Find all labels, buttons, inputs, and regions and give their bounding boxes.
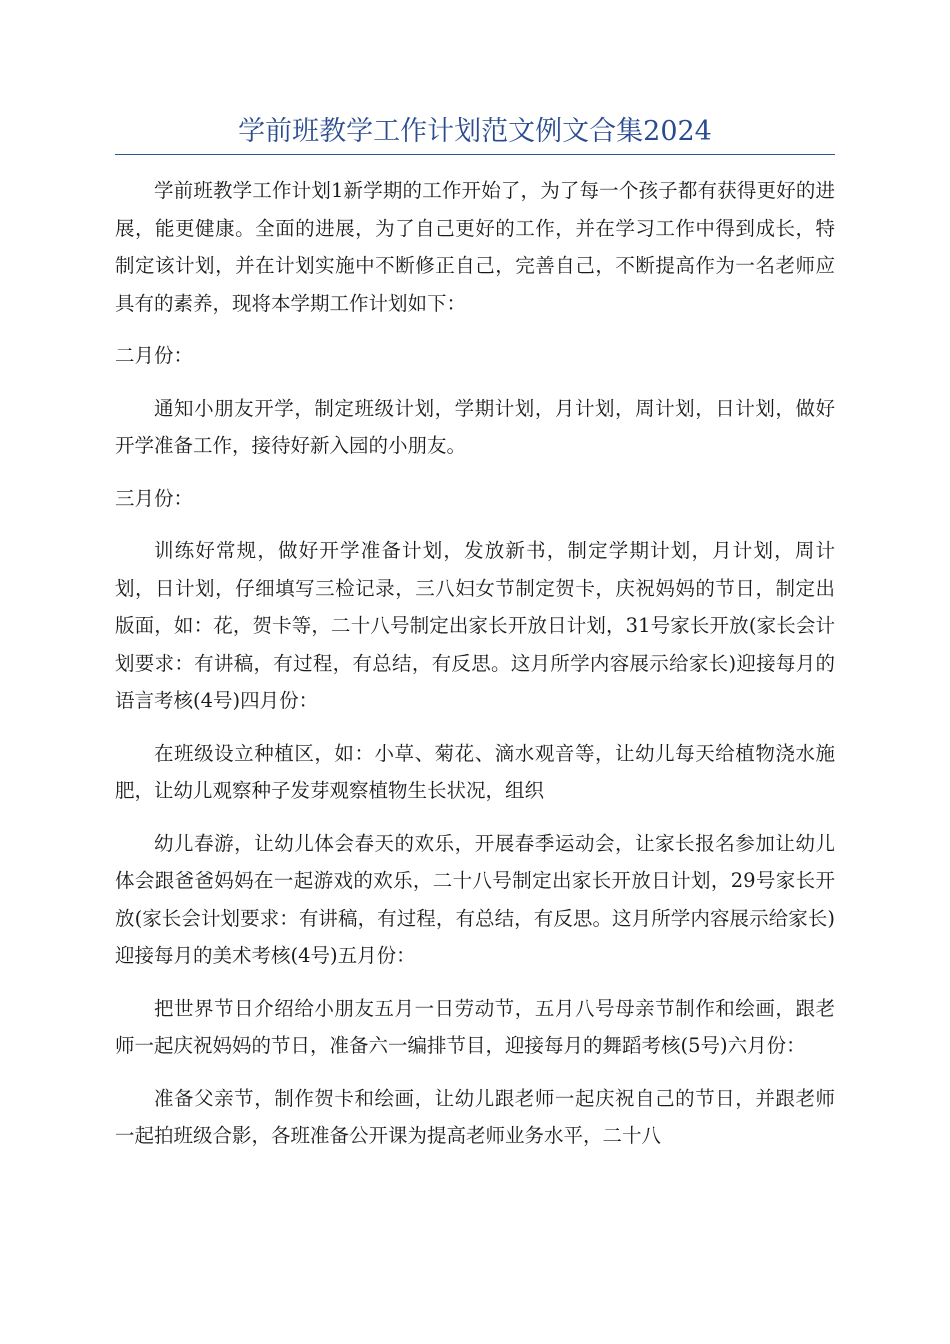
paragraph-march: 训练好常规，做好开学准备计划，发放新书，制定学期计划，月计划，周计划，日计划，仔细填写三检记录，三八妇女节制定贺卡，庆祝妈妈的节日，制定出版面，如：花，贺卡等，二十八号制定出家长开放日计划，31号家长开放(家长会计划要求：有讲稿，有过程，有总结，有反思。这月所学内容展示给家长)迎接每月的语言考核(4号)四月份： (115, 539, 835, 712)
section-heading-february: 二月份： (115, 344, 194, 367)
document-body (115, 172, 835, 1170)
paragraph-april-part2: 幼儿春游，让幼儿体会春天的欢乐，开展春季运动会，让家长报名参加让幼儿体会跟爸爸妈妈在一起游戏的欢乐，二十八号制定出家长开放日计划，29号家长开放(家长会计划要求：有讲稿，有过程，有总结，有反思。这月所学内容展示给家长)迎接每月的美术考核(4号)五月份： (115, 831, 835, 967)
paragraph-intro: 学前班教学工作计划1新学期的工作开始了，为了每一个孩子都有获得更好的进展，能更健康。全面的进展，为了自己更好的工作，并在学习工作中得到成长，特制定该计划，并在计划实施中不断修正自己，完善自己，不断提高作为一名老师应具有的素养，现将本学期工作计划如下： (115, 179, 835, 315)
section-heading-march: 三月份： (115, 486, 194, 510)
paragraph-february: 通知小朋友开学，制定班级计划，学期计划，月计划，周计划，日计划，做好开学准备工作，接待好新入园的小朋友。 (115, 396, 835, 457)
document-title: 学前班教学工作计划范文例文合集2024 (238, 116, 712, 147)
title-underline (115, 154, 835, 155)
paragraph-june: 准备父亲节，制作贺卡和绘画，让幼儿跟老师一起庆祝自己的节日，并跟老师一起拍班级合影，各班准备公开课为提高老师业务水平，二十八 (115, 1086, 835, 1147)
paragraph-april-part1: 在班级设立种植区，如：小草、菊花、滴水观音等，让幼儿每天给植物浇水施肥，让幼儿观察种子发芽观察植物生长状况，组织 (115, 741, 835, 802)
paragraph-may: 把世界节日介绍给小朋友五月一日劳动节，五月八号母亲节制作和绘画，跟老师一起庆祝妈妈的节日，准备六一编排节目，迎接每月的舞蹈考核(5号)六月份： (115, 996, 835, 1057)
